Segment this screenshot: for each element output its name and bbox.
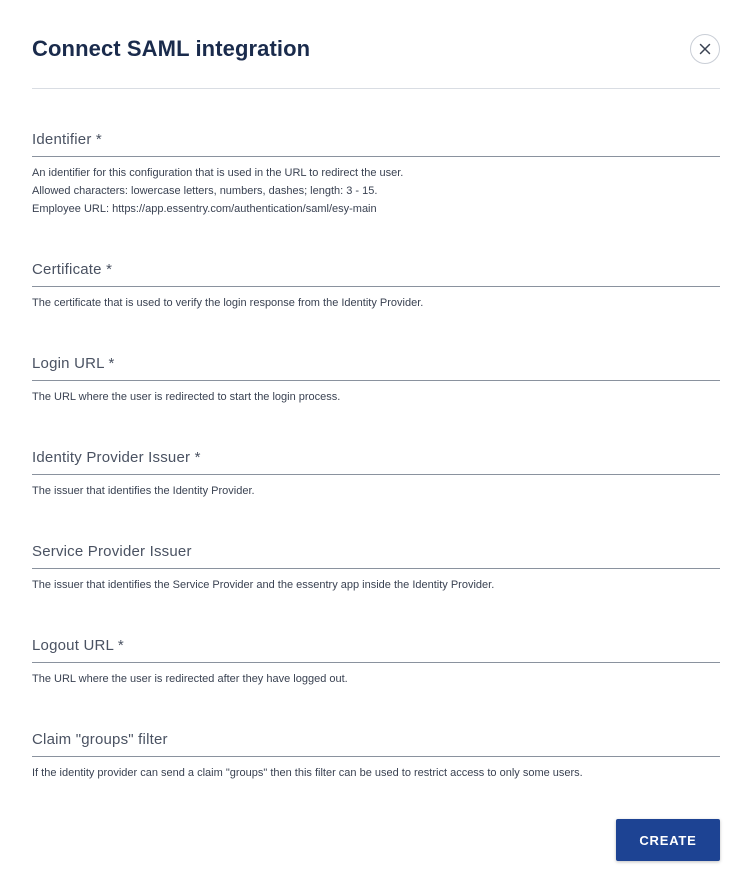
logout-url-input-wrap[interactable] [32,626,720,663]
idp-issuer-help [32,482,720,500]
idp-issuer-help-line: The issuer that identifies the Identity Provider. [32,485,255,497]
sp-issuer-label: Service Provider Issuer [32,543,192,560]
login-url-label: Login URL * [32,355,115,372]
identifier-help-line: Employee URL: https://app.essentry.com/authentication/saml/esy-main [32,203,377,215]
dialog-header [32,30,720,89]
certificate-help-line: The certificate that is used to verify the login response from the Identity Provider. [32,297,424,309]
login-url-help-line: The URL where the user is redirected to start the login process. [32,391,341,403]
identifier-label: Identifier * [32,131,102,148]
logout-url-field [32,626,720,688]
certificate-label: Certificate * [32,261,113,278]
logout-url-input[interactable] [32,626,724,664]
login-url-input-wrap[interactable] [32,344,720,381]
groups-filter-help-line: If the identity provider can send a claim "groups" then this filter can be used to restrict access to only some users. [32,767,583,779]
sp-issuer-field [32,532,720,594]
identifier-input[interactable] [32,120,724,158]
groups-filter-help [32,764,720,782]
groups-filter-field [32,720,720,782]
identifier-help-line: An identifier for this configuration that is used in the URL to redirect the user. [32,167,404,179]
certificate-field [32,250,720,312]
close-button[interactable] [690,34,720,64]
sp-issuer-input[interactable] [32,532,724,570]
sp-issuer-input-wrap[interactable] [32,532,720,569]
certificate-help [32,294,720,312]
sp-issuer-help-line: The issuer that identifies the Service Provider and the essentry app inside the Identity Provider. [32,579,495,591]
login-url-input[interactable] [32,344,724,382]
identifier-field [32,120,720,218]
identifier-help [32,164,720,218]
groups-filter-label: Claim "groups" filter [32,731,168,748]
idp-issuer-field [32,438,720,500]
create-button[interactable]: CREATE [616,819,720,861]
login-url-field [32,344,720,406]
identifier-input-wrap[interactable] [32,120,720,157]
idp-issuer-input[interactable] [32,438,724,476]
groups-filter-input[interactable] [32,720,724,758]
sp-issuer-help [32,576,720,594]
identifier-help-line: Allowed characters: lowercase letters, numbers, dashes; length: 3 - 15. [32,185,378,197]
certificate-input-wrap[interactable] [32,250,720,287]
logout-url-label: Logout URL * [32,637,124,654]
idp-issuer-input-wrap[interactable] [32,438,720,475]
close-icon [699,43,711,55]
logout-url-help [32,670,720,688]
certificate-input[interactable] [32,250,724,288]
idp-issuer-label: Identity Provider Issuer * [32,449,201,466]
logout-url-help-line: The URL where the user is redirected after they have logged out. [32,673,348,685]
dialog-title: Connect SAML integration [32,36,311,61]
groups-filter-input-wrap[interactable] [32,720,720,757]
login-url-help [32,388,720,406]
